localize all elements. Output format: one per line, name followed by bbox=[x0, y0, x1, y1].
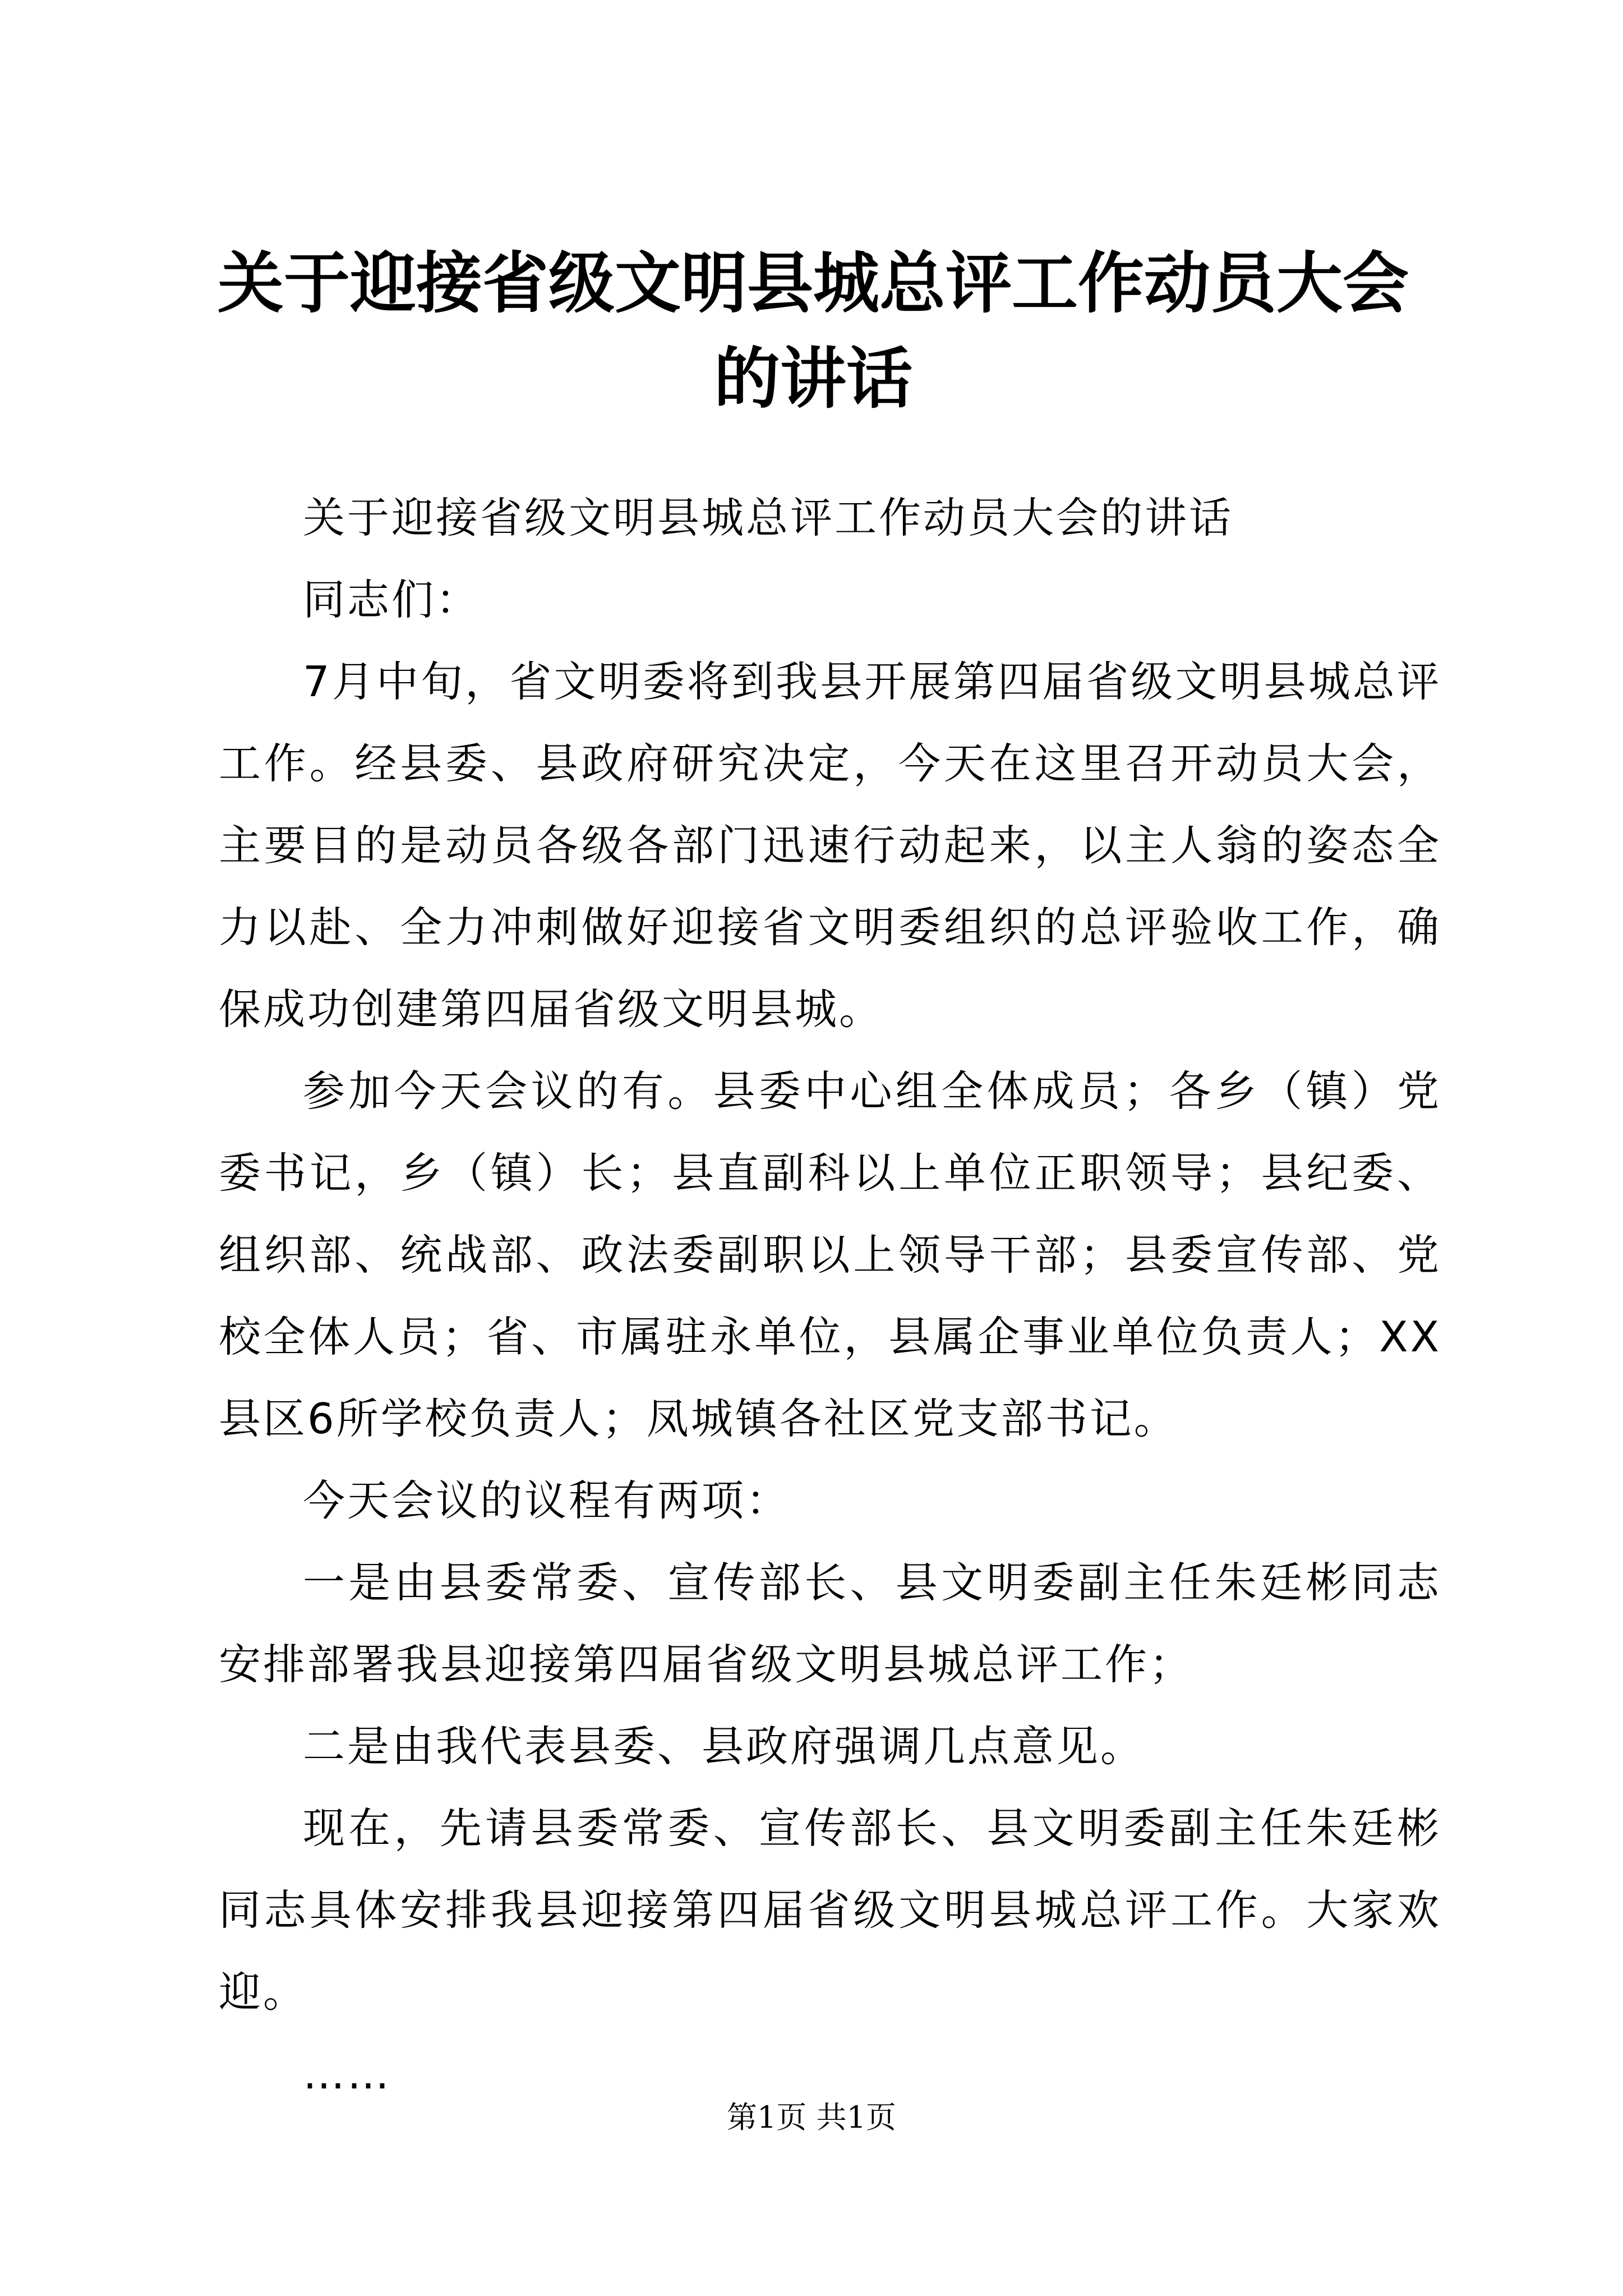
body-paragraph: 现在，先请县委常委、宣传部长、县文明委副主任朱廷彬同志具体安排我县迎接第四届省级文明县城总评工作。大家欢迎。 bbox=[219, 1803, 1441, 2017]
body-paragraph: 一是由县委常委、宣传部长、县文明委副主任朱廷彬同志安排部署我县迎接第四届省级文明县城总评工作； bbox=[219, 1558, 1441, 1689]
subtitle-paragraph: 关于迎接省级文明县城总评工作动员大会的讲话 bbox=[303, 493, 1234, 542]
document-title: 关于迎接省级文明县城总评工作动员大会的讲话 bbox=[217, 244, 1409, 417]
page-footer: 第1页 共1页 bbox=[727, 2100, 896, 2135]
body-paragraph: 参加今天会议的有。县委中心组全体成员；各乡（镇）党委书记，乡（镇）长；县直副科以上单位正职领导；县纪委、组织部、统战部、政法委副职以上领导干部；县委宣传部、党校全体人员；省、市属驻永单位，县属企事业单位负责人；XX县区6所学校负责人；凤城镇各社区党支部书记。 bbox=[219, 1066, 1441, 1443]
salutation-paragraph: 同志们： bbox=[303, 575, 481, 624]
body-paragraph: 7月中旬，省文明委将到我县开展第四届省级文明县城总评工作。经县委、县政府研究决定，今天在这里召开动员大会，主要目的是动员各级各部门迅速行动起来，以主人翁的姿态全力以赴、全力冲刺做好迎接省文明委组织的总评验收工作，确保成功创建第四届省级文明县城。 bbox=[219, 657, 1441, 1034]
document-body bbox=[219, 477, 1441, 2115]
ellipsis-paragraph: …… bbox=[303, 2049, 391, 2099]
body-paragraph: 二是由我代表县委、县政府强调几点意见。 bbox=[303, 1722, 1145, 1771]
body-paragraph: 今天会议的议程有两项： bbox=[303, 1476, 791, 1525]
